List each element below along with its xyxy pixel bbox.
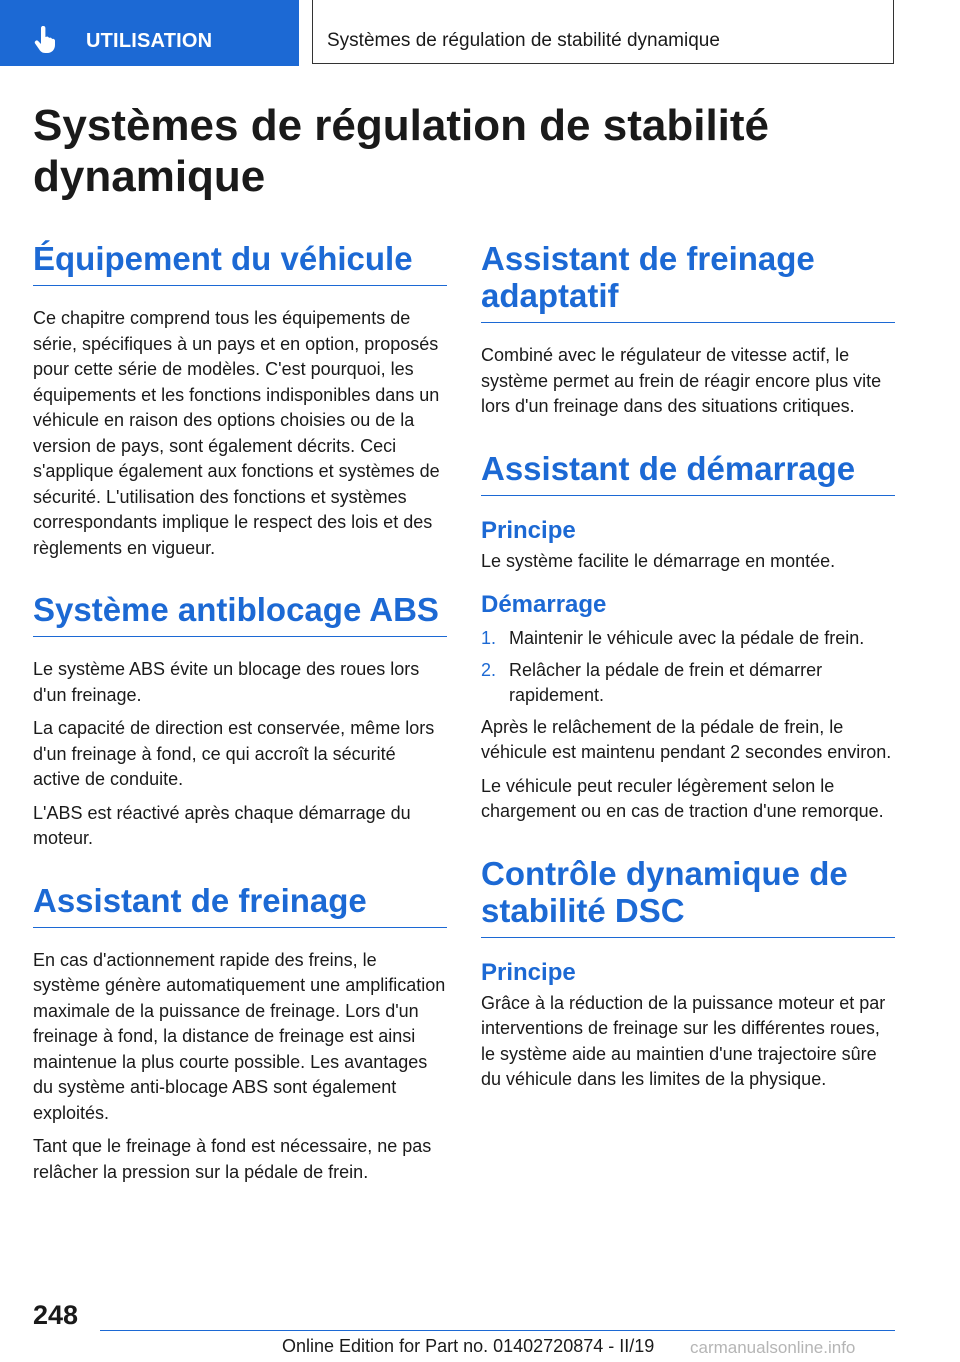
text-freinage-1: En cas d'actionnement rapide des freins, le système génère automatiquement une amplification maximale de la puissance de freinage. Lors d'un freinage à fond, la distance de freinage est ainsi maintenue la plus courte possible. Les avantages du système anti-blocage ABS sont également exploités. (33, 949, 446, 1123)
page-title: Systèmes de régulation de stabilité dynamique (33, 101, 770, 201)
topic-label: Systèmes de régulation de stabilité dynamique (327, 30, 720, 51)
step-number: 2. (481, 659, 497, 680)
text-freinage-2: Tant que le freinage à fond est nécessaire, ne pas relâcher la pression sur la pédale de frein. (33, 1136, 432, 1182)
section-tab[interactable] (0, 0, 299, 66)
text-abs-3: L'ABS est réactivé après chaque démarrage du moteur. (33, 802, 411, 848)
section-label: UTILISATION (86, 30, 213, 52)
heading-freinage: Assistant de freinage (33, 882, 447, 928)
text-equipement: Ce chapitre comprend tous les équipements de série, spécifiques à un pays et en option, proposés pour cette série de modèles. C'est pourquoi, les équipements et les fonctions indisponibles dans un véhicule en raison des options choisies ou de la version de pays, sont également décrits. Ceci s'applique également aux fonctions et systèmes de sécurité. L'utilisation des fonctions et systèmes correspondants implique le respect des lois et des règlements en vigueur. (33, 308, 440, 558)
edition-text: Online Edition for Part no. 01402720874 - II/19 (282, 1336, 655, 1356)
step-number: 1. (481, 628, 497, 648)
heading-adaptatif: Assistant de freinage adaptatif (481, 240, 895, 323)
heading-dsc: Contrôle dynamique de stabilité DSC (481, 855, 895, 938)
subheading-principe: Principe (481, 516, 576, 544)
text-abs-2: La capacité de direction est conservée, même lors d'un freinage à fond, ce qui accroît la sécurité active de conduite. (33, 718, 435, 789)
text-demarrage-1: Après le relâchement de la pédale de frein, le véhicule est maintenu pendant 2 secondes environ. (481, 716, 892, 762)
step-text: Relâcher la pédale de frein et démarrer rapidement. (509, 659, 823, 705)
topic-tab (312, 0, 894, 64)
heading-equipement: Équipement du véhicule (33, 240, 447, 286)
text-adaptatif: Combiné avec le régulateur de vitesse actif, le système permet au frein de réagir encore plus vite lors d'un freinage dans des situations critiques. (481, 345, 882, 416)
left-column (33, 240, 447, 1185)
list-item (481, 626, 895, 652)
list-item (481, 658, 895, 709)
step-text: Maintenir le véhicule avec la pédale de frein. (509, 628, 865, 648)
text-abs-1: Le système ABS évite un blocage des roues lors d'un freinage. (33, 659, 420, 705)
footer-divider (100, 1330, 895, 1331)
text-principe-dsc: Grâce à la réduction de la puissance moteur et par interventions de freinage sur les différentes roues, le système aide au maintien d'une trajectoire sûre du véhicule dans les limites de la physique. (481, 992, 886, 1089)
text-principe-demarrage: Le système facilite le démarrage en montée. (481, 550, 836, 571)
watermark-text: carmanualsonline.info (686, 1338, 855, 1358)
page-header (0, 0, 960, 66)
text-demarrage-2: Le véhicule peut reculer légèrement selon le chargement ou en cas de traction d'une remorque. (481, 775, 884, 821)
right-column (481, 240, 895, 1093)
subheading-principe-dsc: Principe (481, 958, 576, 986)
subheading-demarrage: Démarrage (481, 591, 607, 618)
page-number: 248 (33, 1300, 79, 1330)
hand-pointer-icon (33, 26, 59, 54)
steps-list (481, 626, 895, 709)
heading-demarrage: Assistant de démarrage (481, 450, 895, 496)
heading-abs: Système antiblocage ABS (33, 591, 447, 637)
